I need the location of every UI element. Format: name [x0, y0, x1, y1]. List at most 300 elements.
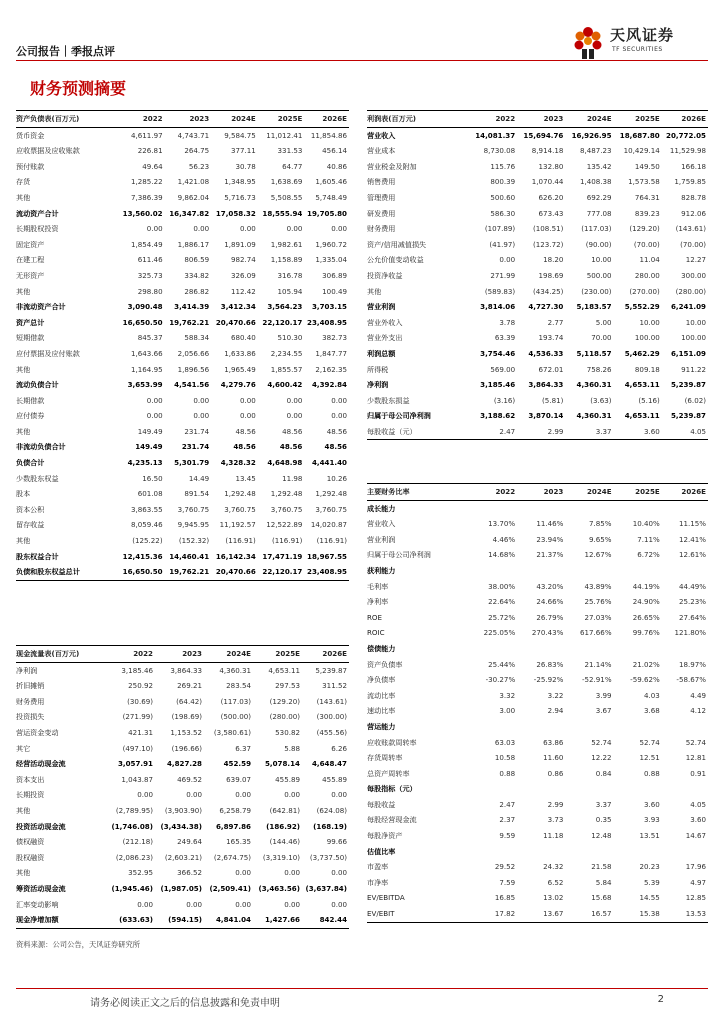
cell-value — [563, 641, 611, 657]
row-label: 流动比率 — [367, 690, 396, 700]
table-row — [16, 549, 349, 565]
cell-value — [467, 781, 515, 797]
cell-value: 6.26 — [331, 743, 347, 753]
table-heading: 资产负债表(百万元) — [16, 111, 116, 128]
cell-value: 5,239.87 — [670, 380, 706, 390]
cell-value: 4,360.31 — [576, 380, 612, 390]
cell-value: 0.00 — [286, 224, 303, 234]
cell-value — [515, 844, 563, 860]
cell-value: 2.77 — [547, 317, 564, 327]
row-label: 股本 — [16, 489, 31, 499]
row-label: 偿债能力 — [367, 643, 396, 653]
cell-value: 6.37 — [235, 743, 251, 753]
cell-value: 588.34 — [184, 333, 210, 343]
row-label: 少数股东权益 — [16, 473, 59, 483]
cell-value: 48.56 — [279, 442, 303, 452]
cell-value: 23.94% — [536, 534, 564, 544]
cell-value: 777.08 — [586, 208, 612, 218]
year-header: 2023 — [515, 111, 563, 128]
cell-value: 286.82 — [184, 286, 210, 296]
cell-value: 6.72% — [637, 550, 660, 560]
cell-value: 21.02% — [632, 659, 660, 669]
cell-value: 269.21 — [177, 681, 202, 691]
cell-value: 0.00 — [235, 790, 251, 800]
cell-value: 2,056.66 — [177, 348, 210, 358]
logo-subtext: TF SECURITIES — [612, 46, 663, 53]
table-row — [367, 377, 708, 393]
row-label: 负债合计 — [16, 458, 45, 468]
cell-value: 56.23 — [188, 161, 210, 171]
table-row — [16, 362, 349, 378]
header-divider — [16, 60, 708, 61]
cell-value: (455.56) — [316, 727, 347, 737]
cell-value: 64.77 — [282, 161, 303, 171]
table-row — [367, 362, 708, 378]
row-label: 非流动资产合计 — [16, 302, 66, 312]
table-row — [16, 393, 349, 409]
cell-value: 12.61% — [678, 550, 706, 560]
cell-value: 0.35 — [595, 815, 612, 825]
row-label: 市盈率 — [367, 862, 389, 872]
source-note: 资料来源：公司公告，天风证券研究所 — [16, 940, 141, 949]
cell-value: 11,192.57 — [219, 520, 256, 530]
row-label: 现金净增加额 — [16, 912, 104, 928]
row-label: 归属于母公司净利润 — [367, 550, 431, 560]
row-label: 营业外支出 — [367, 333, 403, 343]
cell-value: 3,754.46 — [480, 348, 516, 358]
cell-value: 0.00 — [137, 899, 153, 909]
cell-value: 0.88 — [499, 768, 516, 778]
cell-value: 9,862.04 — [177, 192, 210, 202]
row-label: 营业收入 — [367, 130, 396, 140]
cell-value: 5,078.14 — [264, 759, 300, 769]
cell-value: (129.20) — [629, 224, 660, 234]
cell-value: 27.64% — [678, 612, 706, 622]
cell-value: 3,185.46 — [480, 380, 516, 390]
row-label: 长期股权投资 — [16, 224, 59, 234]
cell-value: 4,360.31 — [576, 411, 612, 421]
cell-value: 5,552.29 — [624, 302, 660, 312]
table-row — [367, 424, 708, 440]
cell-value: 8,059.46 — [131, 520, 163, 530]
cell-value: 1,427.66 — [251, 912, 300, 928]
table-row — [367, 547, 708, 563]
cell-value: (116.91) — [316, 536, 347, 546]
cell-value: (2,509.41) — [209, 883, 251, 893]
cell-value: 1,759.85 — [674, 177, 706, 187]
cell-value: 800.39 — [490, 177, 516, 187]
cell-value: 626.20 — [538, 192, 564, 202]
row-label: 估值比率 — [367, 846, 396, 856]
cell-value: 10.26 — [326, 473, 347, 483]
cell-value: 0.00 — [239, 411, 256, 421]
table-row — [16, 268, 349, 284]
cell-value: 48.56 — [324, 442, 347, 452]
cell-value: 0.00 — [331, 790, 347, 800]
row-label: 每股经营现金流 — [367, 815, 417, 825]
table-row — [16, 299, 349, 315]
cell-value: 11.46% — [536, 519, 564, 529]
cell-value: (497.10) — [122, 743, 153, 753]
cell-value: 5,716.73 — [224, 192, 256, 202]
cell-value: 12,415.36 — [122, 551, 163, 561]
cell-value: 16,650.50 — [116, 564, 163, 580]
cell-value: 270.43% — [531, 628, 564, 638]
cell-value: 16,142.34 — [215, 551, 256, 561]
cell-value: 0.00 — [331, 395, 347, 405]
table-row — [16, 159, 349, 175]
table-row — [16, 330, 349, 346]
row-label: 投资净收益 — [367, 270, 403, 280]
cell-value: 3.60 — [690, 815, 706, 825]
cell-value: 16.57 — [563, 906, 611, 922]
cell-value: (3,737.50) — [309, 852, 347, 862]
cell-value: 0.00 — [193, 224, 210, 234]
cell-value: (594.15) — [153, 912, 202, 928]
cell-value: 13.67 — [515, 906, 563, 922]
cell-value: 17.96 — [685, 862, 706, 872]
company-logo — [568, 22, 708, 62]
cell-value: (108.51) — [533, 224, 564, 234]
cell-value: 0.00 — [331, 899, 347, 909]
cell-value: 6,241.09 — [670, 302, 706, 312]
table-row — [367, 750, 708, 766]
table-row — [367, 610, 708, 626]
row-label: 其他 — [16, 192, 31, 202]
cell-value: 105.94 — [277, 286, 303, 296]
cell-value: 4.46% — [492, 534, 516, 544]
table-row — [16, 787, 349, 803]
cell-value: 0.00 — [193, 411, 210, 421]
row-label: 成长能力 — [367, 503, 396, 513]
table-row — [16, 471, 349, 487]
cell-value: 4,727.30 — [528, 302, 564, 312]
cell-value: 48.56 — [235, 426, 256, 436]
cell-value: 842.44 — [300, 912, 349, 928]
row-label: 筹资活动现金流 — [16, 883, 66, 893]
cell-value: (117.03) — [581, 224, 612, 234]
cell-value: 3,090.48 — [127, 302, 163, 312]
cell-value: 13.70% — [488, 519, 516, 529]
cell-value: 1,348.95 — [224, 177, 256, 187]
cell-value — [563, 563, 611, 579]
cell-value: 10,429.14 — [623, 146, 660, 156]
year-header: 2026E — [300, 646, 349, 663]
income-statement-table — [367, 110, 708, 440]
cell-value: 264.75 — [184, 146, 210, 156]
cell-value: 18,555.94 — [262, 208, 303, 218]
cell-value: (30.69) — [127, 696, 153, 706]
cell-value: 4.49 — [690, 690, 706, 700]
table-row — [16, 127, 349, 143]
balance-grid — [16, 110, 349, 581]
cell-value: 11,529.98 — [669, 146, 706, 156]
cell-value: 7.11% — [637, 534, 660, 544]
cell-value: 12.85 — [685, 893, 706, 903]
cell-value: 5.39 — [643, 877, 660, 887]
cell-value: 3.22 — [547, 690, 564, 700]
cell-value: (3.63) — [590, 395, 612, 405]
year-header: 2026E — [660, 484, 708, 501]
row-label: 营业外收入 — [367, 317, 403, 327]
cell-value — [660, 719, 708, 735]
cell-value: 0.00 — [235, 868, 251, 878]
page-number: 2 — [657, 994, 664, 1005]
cell-value: 25.44% — [488, 659, 516, 669]
cell-value: 48.56 — [233, 442, 256, 452]
cell-value: 4,648.47 — [311, 759, 347, 769]
cell-value: 13.02 — [543, 893, 564, 903]
row-label: 管理费用 — [367, 192, 396, 202]
cell-value: 1,421.08 — [177, 177, 210, 187]
cell-value: 2.99 — [515, 424, 563, 440]
row-label: 经营活动现金流 — [16, 759, 66, 769]
cell-value: 4,441.40 — [311, 458, 347, 468]
row-label: 存货 — [16, 177, 31, 187]
cell-value: 13.51 — [639, 831, 660, 841]
cell-value: 8,730.08 — [483, 146, 516, 156]
cell-value: 99.66 — [326, 837, 347, 847]
table-row — [367, 703, 708, 719]
table-header-row — [367, 111, 708, 128]
cell-value: (624.08) — [316, 805, 347, 815]
cell-value: 0.00 — [331, 411, 347, 421]
cell-value: 3.93 — [643, 815, 660, 825]
table-row — [16, 772, 349, 788]
row-label: 汇率变动影响 — [16, 899, 59, 909]
table-header-row — [367, 484, 708, 501]
cell-value: (3,434.38) — [160, 821, 202, 831]
section-row — [367, 563, 708, 579]
cell-value — [612, 781, 660, 797]
cell-value: 469.52 — [177, 774, 202, 784]
cell-value: 70.00 — [591, 333, 612, 343]
cell-value: 18.97% — [678, 659, 706, 669]
cell-value: 0.00 — [239, 395, 256, 405]
cell-value: -59.62% — [630, 675, 660, 685]
cell-value: 11.18 — [543, 831, 564, 841]
cell-value: 1,158.89 — [270, 255, 303, 265]
cell-value: 15.38 — [612, 906, 660, 922]
table-row — [367, 906, 708, 922]
table-row — [16, 439, 349, 455]
row-label: 营运能力 — [367, 721, 396, 731]
year-header: 2026E — [660, 111, 708, 128]
cell-value: 1,638.69 — [270, 177, 303, 187]
row-label: 市净率 — [367, 877, 389, 887]
cell-value: 9,584.75 — [224, 130, 256, 140]
balance-sheet-table — [16, 110, 349, 581]
cell-value: (152.32) — [178, 536, 210, 546]
cell-value: 16.85 — [494, 893, 516, 903]
row-label: 财务费用 — [367, 224, 396, 234]
cell-value: 377.11 — [230, 146, 256, 156]
cell-value: (198.69) — [171, 712, 202, 722]
cell-value: 3.32 — [499, 690, 516, 700]
cell-value: 680.40 — [230, 333, 256, 343]
table-row — [16, 819, 349, 835]
cell-value: (280.00) — [269, 712, 300, 722]
cell-value: 100.49 — [322, 286, 347, 296]
cell-value — [660, 500, 708, 516]
year-header: 2023 — [515, 484, 563, 501]
cell-value: 11,854.86 — [310, 130, 347, 140]
cell-value — [467, 500, 515, 516]
cell-value: 0.00 — [239, 224, 256, 234]
cell-value: 0.00 — [137, 790, 153, 800]
table-row — [16, 662, 349, 678]
cell-value: 982.74 — [230, 255, 256, 265]
cell-value: 12.41% — [678, 534, 706, 544]
cell-value: 14,020.87 — [310, 520, 347, 530]
cell-value: 2.37 — [499, 815, 516, 825]
row-label: 销售费用 — [367, 177, 396, 187]
cell-value: 4,235.13 — [127, 458, 163, 468]
cell-value: 231.74 — [184, 426, 210, 436]
cell-value: (270.00) — [629, 286, 660, 296]
cell-value: 306.89 — [322, 270, 347, 280]
cell-value: 0.00 — [146, 411, 163, 421]
cell-value: 0.00 — [235, 899, 251, 909]
cell-value: 12,522.89 — [266, 520, 303, 530]
table-row — [367, 625, 708, 641]
cell-value: 52.74 — [685, 737, 706, 747]
cell-value: 1,891.09 — [224, 239, 256, 249]
row-label: 应付债券 — [16, 411, 45, 421]
table-row — [367, 532, 708, 548]
row-label: 应收账款周转率 — [367, 737, 417, 747]
cell-value: 149.49 — [137, 426, 163, 436]
cell-value: 4,279.76 — [220, 380, 256, 390]
cell-value: (3,319.10) — [262, 852, 300, 862]
cell-value: 6.52 — [547, 877, 564, 887]
cell-value: 3,760.75 — [315, 504, 347, 514]
row-label: 其它 — [16, 743, 31, 753]
cell-value: 8,487.23 — [579, 146, 612, 156]
cell-value: 3,564.23 — [267, 302, 303, 312]
cell-value: 3,760.75 — [224, 504, 256, 514]
cell-value: 25.72% — [488, 612, 516, 622]
row-label: 资本支出 — [16, 774, 45, 784]
year-header: 2025E — [612, 111, 660, 128]
cell-value — [515, 641, 563, 657]
table-row — [16, 741, 349, 757]
row-label: 净利润 — [367, 380, 389, 390]
row-label: 债权融资 — [16, 837, 45, 847]
cell-value: (6.02) — [684, 395, 706, 405]
table-row — [16, 709, 349, 725]
cell-value: (129.20) — [269, 696, 300, 706]
logo-text: 天风证券 — [610, 26, 675, 44]
cell-value: (633.63) — [104, 912, 153, 928]
year-header: 2023 — [163, 111, 210, 128]
table-row — [367, 797, 708, 813]
cell-value — [467, 641, 515, 657]
cell-value: (2,603.21) — [164, 852, 202, 862]
cell-value: 198.69 — [538, 270, 564, 280]
cell-value: 1,605.46 — [315, 177, 347, 187]
cell-value: 19,762.21 — [169, 317, 210, 327]
cell-value: 5,239.87 — [670, 411, 706, 421]
flower-logo-icon — [568, 22, 608, 62]
cell-value: 4.97 — [690, 877, 706, 887]
row-label: 其他 — [16, 286, 31, 296]
row-label: 获利能力 — [367, 565, 396, 575]
cell-value: 1,164.95 — [131, 364, 163, 374]
cell-value: (70.00) — [633, 239, 660, 249]
cell-value: 18,967.55 — [307, 551, 347, 561]
row-label: 货币资金 — [16, 130, 45, 140]
cell-value: 4.12 — [690, 706, 706, 716]
row-label: 营业税金及附加 — [367, 161, 417, 171]
cell-value: 4,541.56 — [174, 380, 210, 390]
cell-value: 132.80 — [538, 161, 564, 171]
cell-value: (125.22) — [132, 536, 163, 546]
cell-value: (107.89) — [484, 224, 516, 234]
table-heading: 现金流量表(百万元) — [16, 646, 104, 663]
row-label: 营业利润 — [367, 534, 396, 544]
cell-value: 11,012.41 — [266, 130, 303, 140]
cell-value: 3,057.91 — [117, 759, 153, 769]
cell-value: 4,841.04 — [202, 912, 251, 928]
cell-value: 4.05 — [690, 799, 706, 809]
section-row — [367, 844, 708, 860]
cell-value: 0.00 — [286, 411, 303, 421]
cell-value: (144.46) — [269, 837, 300, 847]
cell-value: 10.00 — [685, 317, 706, 327]
cell-value: 3,703.15 — [311, 302, 347, 312]
section-row — [367, 719, 708, 735]
table-row — [16, 881, 349, 897]
row-label: 固定资产 — [16, 239, 45, 249]
cell-value: 617.66% — [580, 628, 612, 638]
row-label: 应付票据及应付账款 — [16, 348, 80, 358]
cell-value: (116.91) — [272, 536, 303, 546]
table-row — [367, 408, 708, 424]
cell-value: 27.03% — [584, 612, 612, 622]
row-label: 股东权益合计 — [16, 551, 59, 561]
table-row — [367, 159, 708, 175]
cell-value: 52.74 — [639, 737, 660, 747]
cell-value: 1,408.38 — [579, 177, 612, 187]
year-header: 2024E — [209, 111, 256, 128]
cell-value: 21.58 — [591, 862, 612, 872]
table-row — [16, 408, 349, 424]
cell-value: 4,653.11 — [624, 380, 660, 390]
cell-value: 692.29 — [586, 192, 612, 202]
cell-value: 5,239.87 — [315, 665, 347, 675]
table-row — [367, 346, 708, 362]
cell-value: 4,611.97 — [131, 130, 163, 140]
cell-value: 12.22 — [591, 753, 612, 763]
cell-value: 1,847.77 — [315, 348, 347, 358]
cell-value: 326.09 — [230, 270, 256, 280]
cell-value — [515, 500, 563, 516]
cell-value: 452.59 — [223, 759, 251, 769]
cell-value: 6,897.86 — [215, 821, 251, 831]
row-label: 总资产周转率 — [367, 768, 410, 778]
cell-value: 1,633.86 — [224, 348, 256, 358]
row-label: 短期借款 — [16, 333, 45, 343]
cell-value: 3.37 — [563, 424, 611, 440]
cell-value: 2.94 — [547, 706, 564, 716]
table-row — [16, 455, 349, 471]
cell-value: 300.00 — [681, 270, 706, 280]
cell-value — [660, 781, 708, 797]
year-header: 2026E — [302, 111, 349, 128]
cell-value: (123.72) — [533, 239, 564, 249]
cell-value: 0.00 — [146, 395, 163, 405]
